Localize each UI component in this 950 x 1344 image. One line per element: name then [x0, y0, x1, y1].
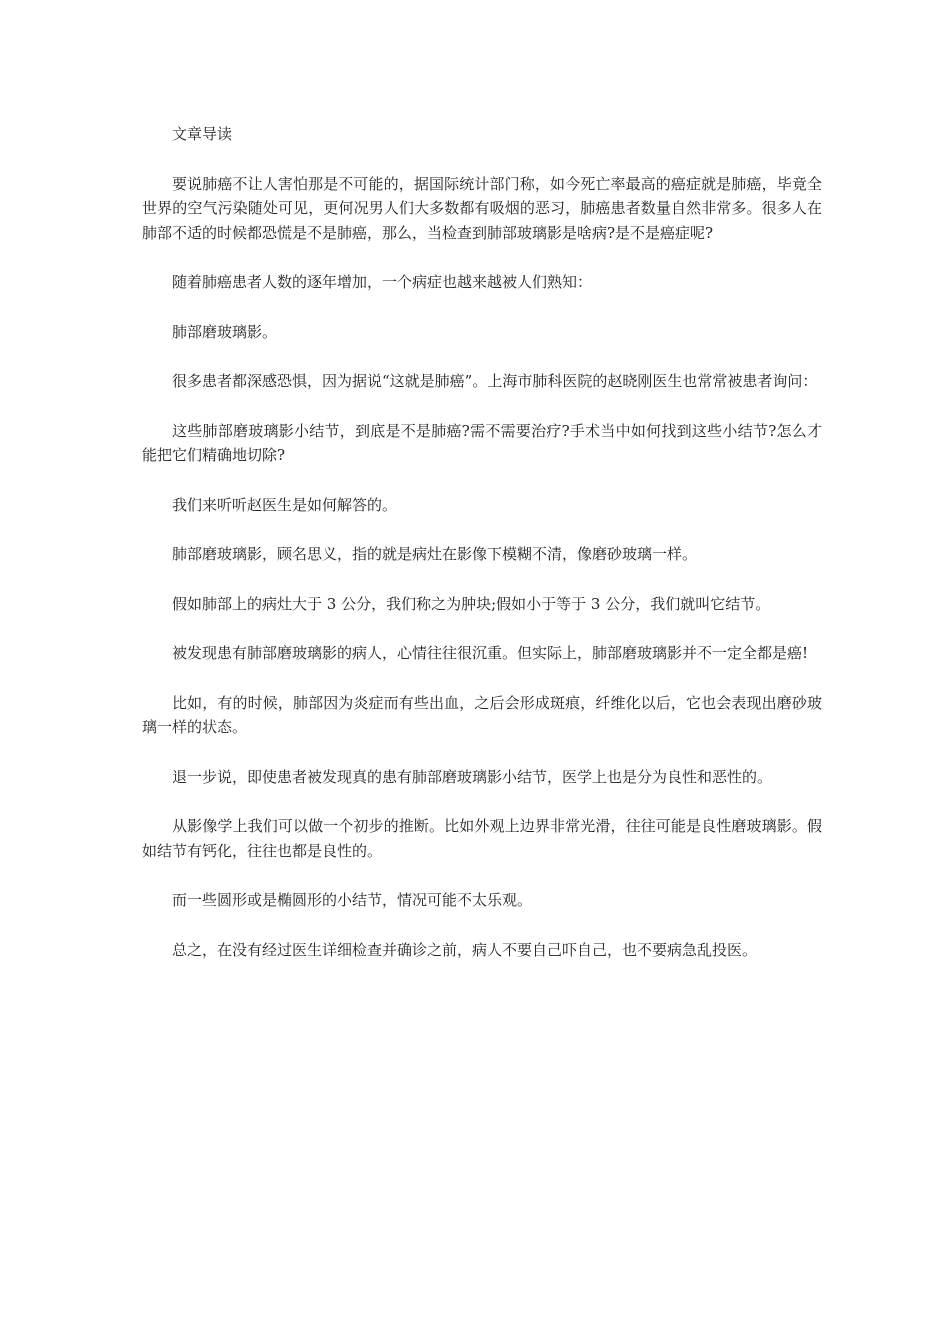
paragraph: 退一步说，即使患者被发现真的患有肺部磨玻璃影小结节，医学上也是分为良性和恶性的。 — [172, 767, 773, 786]
paragraph: 被发现患有肺部磨玻璃影的病人，心情往往很沉重。但实际上，肺部磨玻璃影并不一定全都是癌! — [172, 644, 809, 662]
paragraph: 从影像学上我们可以做一个初步的推断。比如外观上边界非常光滑，往往可能是良性磨玻璃影。假如结节有钙化，往往也都是良性的。 — [142, 817, 822, 860]
paragraph: 肺部磨玻璃影。 — [172, 322, 278, 341]
paragraph: 假如肺部上的病灶大于 3 公分，我们称之为肿块;假如小于等于 3 公分，我们就叫它结节。 — [172, 594, 771, 613]
paragraph: 要说肺癌不让人害怕那是不可能的，据国际统计部门称，如今死亡率最高的癌症就是肺癌，毕竟全世界的空气污染随处可见，更何况男人们大多数都有吸烟的恶习，肺癌患者数量自然非常多。很多人在肺部不适的时候都恐慌是不是肺癌，那么，当检查到肺部玻璃影是啥病?是不是癌症呢? — [142, 174, 822, 242]
paragraph: 很多患者都深感恐惧，因为据说“这就是肺癌”。上海市肺科医院的赵晓刚医生也常常被患者询问： — [172, 372, 818, 390]
paragraph: 我们来听听赵医生是如何解答的。 — [172, 495, 398, 514]
paragraph: 肺部磨玻璃影，顾名思义，指的就是病灶在影像下模糊不清，像磨砂玻璃一样。 — [172, 545, 698, 563]
paragraph: 随着肺癌患者人数的逐年增加，一个病症也越来越被人们熟知： — [172, 273, 593, 291]
paragraph: 比如，有的时候，肺部因为炎症而有些出血，之后会形成斑痕，纤维化以后，它也会表现出磨砂玻璃一样的状态。 — [142, 693, 822, 736]
document-body — [142, 122, 822, 987]
document-title: 文章导读 — [172, 125, 233, 143]
paragraph: 而一些圆形或是椭圆形的小结节，情况可能不太乐观。 — [172, 891, 533, 909]
paragraph: 总之，在没有经过医生详细检查并确诊之前，病人不要自己吓自己，也不要病急乱投医。 — [172, 940, 758, 959]
paragraph: 这些肺部磨玻璃影小结节，到底是不是肺癌?需不需要治疗?手术当中如何找到这些小结节?怎么才能把它们精确地切除? — [142, 421, 822, 464]
